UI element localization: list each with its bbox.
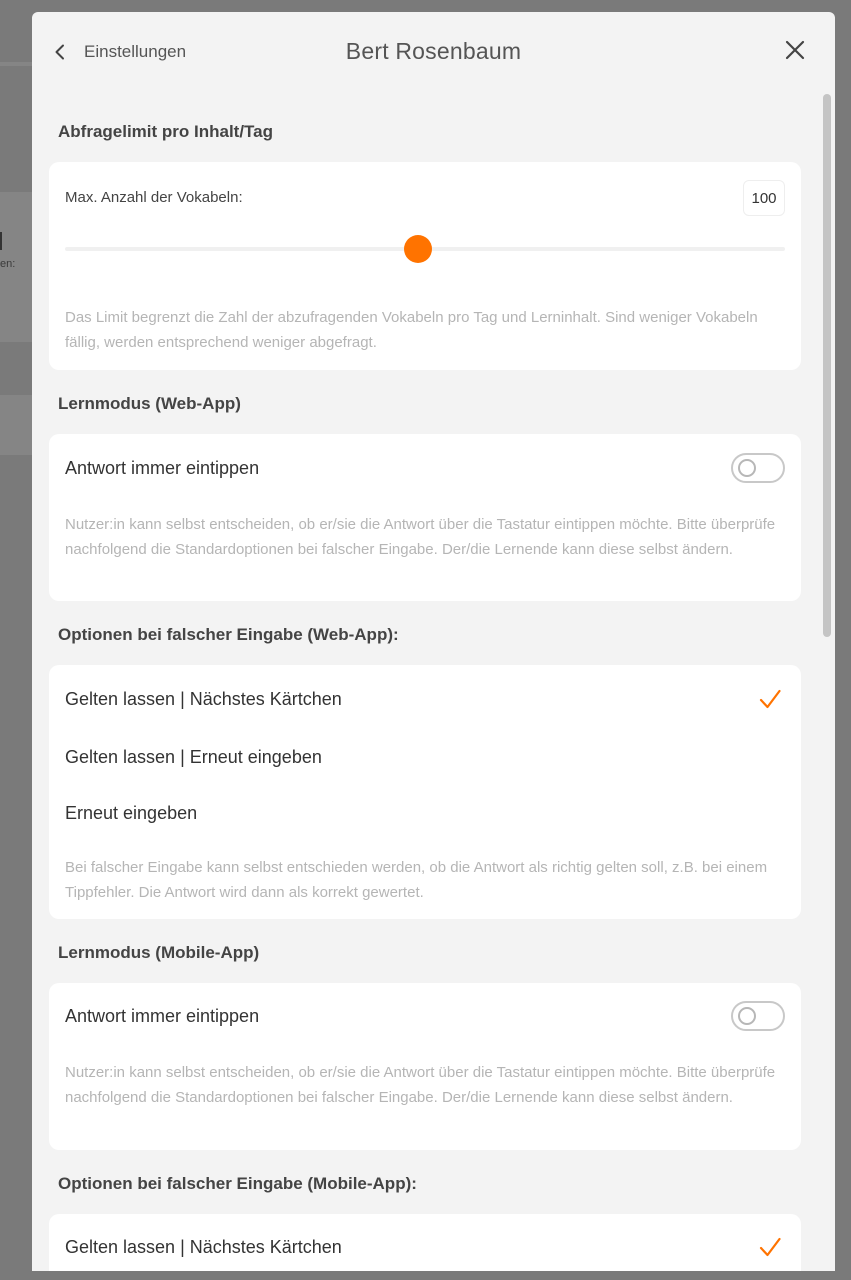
section-title-query-limit: Abfragelimit pro Inhalt/Tag <box>58 122 274 141</box>
checkmark-icon <box>759 688 781 710</box>
query-limit-card <box>49 162 801 370</box>
option-label: Gelten lassen | Erneut eingeben <box>65 746 322 767</box>
back-label: Einstellungen <box>84 42 187 61</box>
option-accept-next-mobile[interactable] <box>65 1227 785 1267</box>
learn-mode-mobile-helper: Nutzer:in kann selbst entscheiden, ob er/sie die Antwort über die Tastatur eintippen möchte. Bitte überprüfe nachfolgend die Standardoptionen bei falscher Eingabe. Der/die Lernende kann diese selbst ändern. <box>65 1064 776 1106</box>
background-app-bar <box>0 232 2 250</box>
section-title-learn-mode-mobile: Lernmodus (Mobile-App) <box>58 943 260 962</box>
option-label: Gelten lassen | Nächstes Kärtchen <box>65 1236 342 1257</box>
option-accept-next-web[interactable] <box>65 679 785 719</box>
option-label: Gelten lassen | Nächstes Kärtchen <box>65 688 342 709</box>
close-icon[interactable] <box>783 38 807 62</box>
checkmark-icon <box>759 1236 781 1258</box>
toggle-knob <box>738 1007 756 1025</box>
scrollbar[interactable] <box>821 94 831 1271</box>
wrong-input-mobile-card <box>49 1214 801 1271</box>
learn-mode-mobile-card <box>49 983 801 1150</box>
always-type-answer-label-web: Antwort immer eintippen <box>65 457 260 478</box>
option-label: Erneut eingeben <box>65 802 198 823</box>
max-vocab-label: Max. Anzahl der Vokabeln: <box>65 189 243 206</box>
always-type-answer-row-mobile <box>65 996 785 1036</box>
always-type-answer-toggle-mobile[interactable] <box>731 1001 785 1031</box>
wrong-input-web-card <box>49 665 801 919</box>
max-vocab-slider[interactable] <box>65 244 785 254</box>
always-type-answer-toggle-web[interactable] <box>731 453 785 483</box>
modal-header <box>32 12 835 92</box>
settings-modal <box>32 12 835 1271</box>
option-retry-web[interactable] <box>65 793 785 833</box>
section-title-wrong-input-mobile: Optionen bei falscher Eingabe (Mobile-App): <box>58 1174 417 1193</box>
option-accept-retry-web[interactable] <box>65 737 785 777</box>
query-limit-helper: Das Limit begrenzt die Zahl der abzufragenden Vokabeln pro Tag und Lerninhalt. Sind weniger Vokabeln fällig, werden entsprechend weniger abgefragt. <box>65 309 758 351</box>
background-app-row <box>0 395 32 455</box>
section-title-learn-mode-web: Lernmodus (Web-App) <box>58 394 241 413</box>
background-app-divider <box>0 62 32 66</box>
section-title-wrong-input-web: Optionen bei falscher Eingabe (Web-App): <box>58 625 399 644</box>
page-title: Bert Rosenbaum <box>345 38 522 64</box>
wrong-input-web-helper: Bei falscher Eingabe kann selbst entschieden werden, ob die Antwort als richtig gelten soll, z.B. bei einem Tippfehler. Die Antwort wird dann als korrekt gewertet. <box>65 859 768 901</box>
learn-mode-web-card <box>49 434 801 601</box>
always-type-answer-row-web <box>65 448 785 488</box>
always-type-answer-label-mobile: Antwort immer eintippen <box>65 1005 260 1026</box>
max-vocab-value[interactable]: 100 <box>743 180 785 216</box>
learn-mode-web-helper: Nutzer:in kann selbst entscheiden, ob er/sie die Antwort über die Tastatur eintippen möchte. Bitte überprüfe nachfolgend die Standardoptionen bei falscher Eingabe. Der/die Lernende kann diese selbst ändern. <box>65 516 776 558</box>
background-app-text: en: <box>0 258 16 270</box>
toggle-knob <box>738 459 756 477</box>
scrollbar-thumb[interactable] <box>823 94 831 637</box>
slider-thumb[interactable] <box>404 235 432 263</box>
